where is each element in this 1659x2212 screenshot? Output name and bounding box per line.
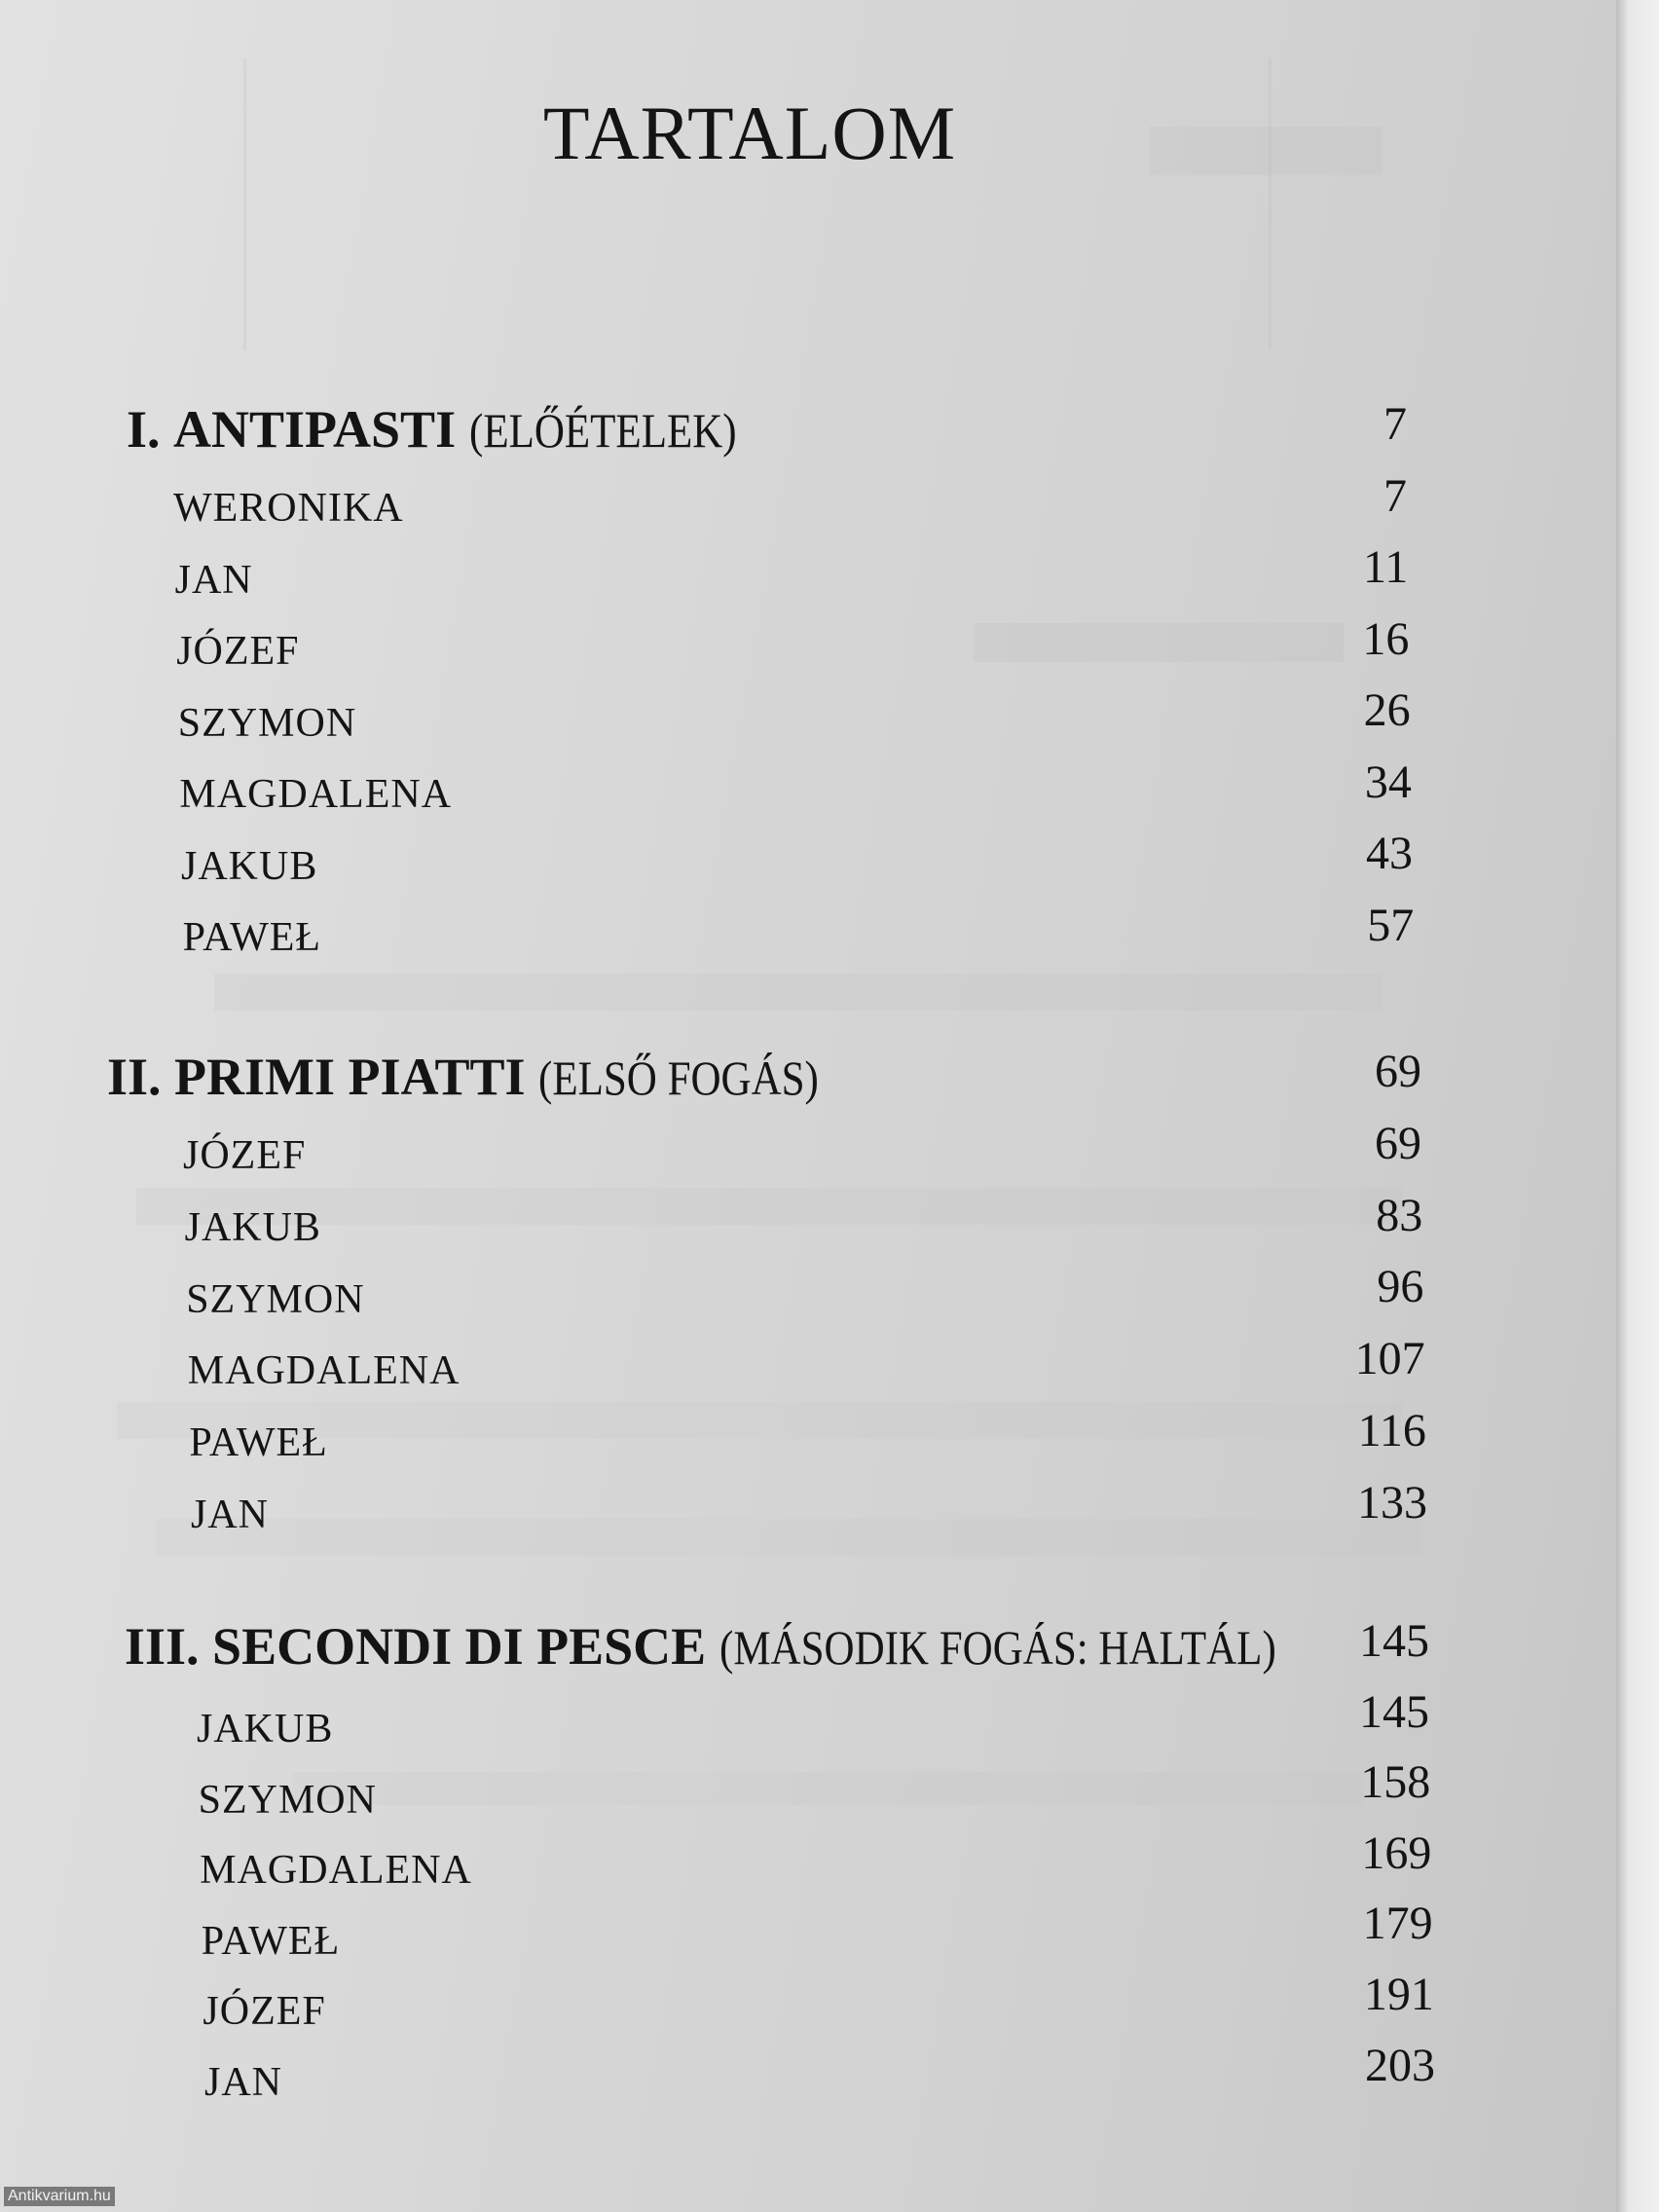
toc-entry-page-number: 11 xyxy=(1362,541,1409,593)
toc-entry: JÓZEF xyxy=(183,1133,307,1178)
toc-entry-page-number: 57 xyxy=(1367,899,1415,951)
toc-entry: PAWEŁ xyxy=(182,915,322,960)
toc-entry-page-number: 116 xyxy=(1357,1405,1426,1456)
toc-entry-page-number: 203 xyxy=(1365,2039,1435,2091)
toc-entry-page-number: 145 xyxy=(1359,1685,1429,1738)
toc-entry: MAGDALENA xyxy=(179,772,453,817)
toc-entry-page-number: 191 xyxy=(1363,1969,1434,2020)
section-heading xyxy=(107,1047,865,1107)
section-subtitle: (ELSŐ FOGÁS) xyxy=(538,1051,819,1105)
toc-entry-page-number: 69 xyxy=(1375,1117,1421,1169)
section-subtitle: (MÁSODIK FOGÁS: HALTÁL) xyxy=(719,1620,1276,1675)
toc-entry: SZYMON xyxy=(186,1276,365,1322)
toc-entry: JAN xyxy=(204,2060,283,2105)
section-number: I. xyxy=(127,400,161,459)
bleed-through-mark xyxy=(974,623,1344,662)
toc-entry: PAWEŁ xyxy=(189,1420,328,1466)
section-heading xyxy=(125,1616,1367,1677)
section-page-number: 69 xyxy=(1375,1046,1421,1097)
toc-entry: JAKUB xyxy=(197,1707,334,1751)
page-title: TARTALOM xyxy=(542,91,957,175)
bleed-through-mark xyxy=(136,1188,1402,1225)
toc-entry: JAKUB xyxy=(184,1204,321,1250)
section-number: III. xyxy=(125,1617,200,1676)
toc-entry: JÓZEF xyxy=(203,1989,326,2035)
toc-entry-page-number: 158 xyxy=(1360,1756,1431,1809)
toc-entry: JAKUB xyxy=(181,843,318,889)
toc-entry: JAN xyxy=(174,557,253,603)
section-title: SECONDI DI PESCE xyxy=(212,1617,707,1676)
bleed-through-mark xyxy=(214,974,1382,1011)
toc-entry: JÓZEF xyxy=(176,629,300,674)
watermark: Antikvarium.hu xyxy=(4,2187,115,2206)
bleed-through-mark xyxy=(292,1772,1363,1805)
toc-entry: WERONIKA xyxy=(173,486,404,531)
toc-entry-page-number: 16 xyxy=(1362,612,1410,665)
toc-entry: JAN xyxy=(191,1493,270,1537)
toc-entry: SZYMON xyxy=(177,700,357,746)
toc-entry: MAGDALENA xyxy=(187,1348,461,1394)
section-subtitle: (ELŐÉTELEK) xyxy=(468,403,737,458)
toc-entry-page-number: 34 xyxy=(1364,756,1412,808)
bleed-through-mark xyxy=(156,1519,1421,1556)
section-page-number: 7 xyxy=(1383,398,1407,450)
toc-entry-page-number: 107 xyxy=(1354,1333,1425,1385)
page-edge xyxy=(1616,0,1659,2212)
toc-entry-page-number: 26 xyxy=(1363,684,1411,736)
section-title: PRIMI PIATTI xyxy=(174,1048,526,1106)
section-page-number: 145 xyxy=(1359,1615,1429,1667)
toc-entry-page-number: 169 xyxy=(1361,1826,1432,1879)
section-heading xyxy=(127,399,780,460)
toc-entry: PAWEŁ xyxy=(201,1918,341,1964)
toc-entry-page-number: 133 xyxy=(1357,1476,1427,1529)
toc-entry: SZYMON xyxy=(198,1777,377,1823)
toc-entry-page-number: 179 xyxy=(1362,1898,1433,1950)
section-number: II. xyxy=(107,1048,162,1106)
toc-entry-page-number: 7 xyxy=(1383,469,1407,522)
toc-entry: MAGDALENA xyxy=(200,1848,472,1894)
toc-entry-page-number: 96 xyxy=(1377,1261,1424,1313)
toc-entry-page-number: 43 xyxy=(1366,828,1413,879)
toc-entry-page-number: 83 xyxy=(1376,1189,1423,1241)
section-title: ANTIPASTI xyxy=(173,400,457,459)
